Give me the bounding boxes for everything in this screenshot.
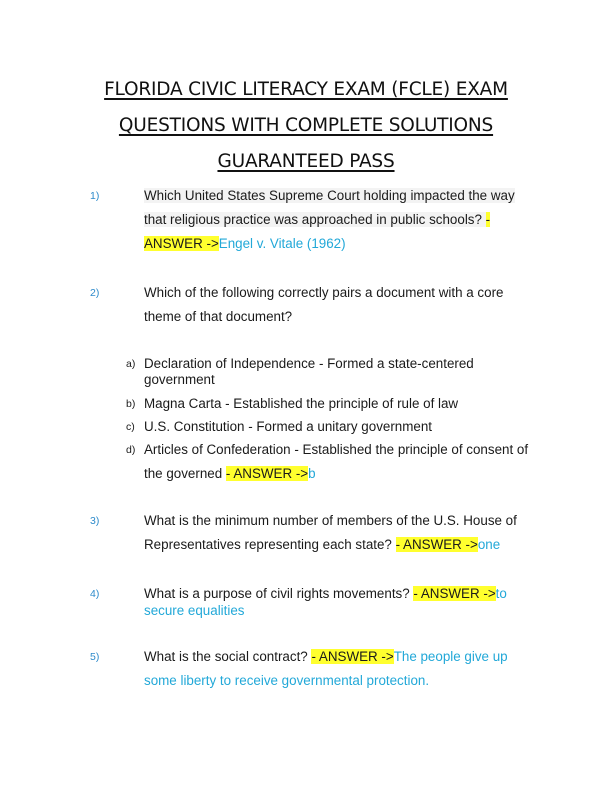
question-text: What is the social contract? - ANSWER ->The people give up some liberty to receive governmental protection. <box>144 649 508 688</box>
answer-text: The people give up some liberty to receive governmental protection. <box>144 649 508 688</box>
answer-marker: - ANSWER -> <box>311 649 394 664</box>
option-letter: d) <box>126 444 136 456</box>
question-number: 4) <box>90 588 100 600</box>
title-line-2: QUESTIONS WITH COMPLETE SOLUTIONS <box>118 115 494 136</box>
title-line-1: FLORIDA CIVIC LITERACY EXAM (FCLE) EXAM <box>104 79 508 100</box>
question-text: What is a purpose of civil rights movements? - ANSWER ->to secure equalities <box>144 586 507 618</box>
question-number: 2) <box>90 287 100 299</box>
option-text: Declaration of Independence - Formed a state-centered government <box>144 356 474 387</box>
question-text: Which of the following correctly pairs a document with a core theme of that document? <box>144 285 504 324</box>
answer-text: b <box>308 466 316 481</box>
answer-text: one <box>477 537 501 552</box>
question-text: Which United States Supreme Court holding impacted the way that religious practice was approached in public schools? - ANSWER ->Engel v. Vitale (1962) <box>144 188 515 251</box>
question-text: What is the minimum number of members of the U.S. House of Representatives representing each state? - ANSWER ->one <box>144 513 517 552</box>
option-text: U.S. Constitution - Formed a unitary government <box>144 419 433 434</box>
document-title <box>60 72 552 180</box>
answer-marker: - ANSWER -> <box>395 537 478 552</box>
answer-marker: - ANSWER -> <box>225 466 309 481</box>
option-letter: a) <box>126 358 136 370</box>
answer-marker: - ANSWER -> <box>413 586 496 601</box>
title-line-3: GUARANTEED PASS <box>217 151 395 172</box>
question-number: 1) <box>90 190 100 202</box>
answer-text: Engel v. Vitale (1962) <box>218 236 346 251</box>
option-letter: c) <box>126 421 135 433</box>
question-number: 5) <box>90 651 100 663</box>
question-number: 3) <box>90 515 100 527</box>
answer-text: to secure equalities <box>144 586 507 618</box>
option-letter: b) <box>126 398 136 410</box>
option-text: Articles of Confederation - Established the principle of consent of the governed - ANSWER ->b <box>144 442 529 481</box>
option-text: Magna Carta - Established the principle of rule of law <box>144 396 459 411</box>
answer-marker: - ANSWER -> <box>144 212 491 251</box>
